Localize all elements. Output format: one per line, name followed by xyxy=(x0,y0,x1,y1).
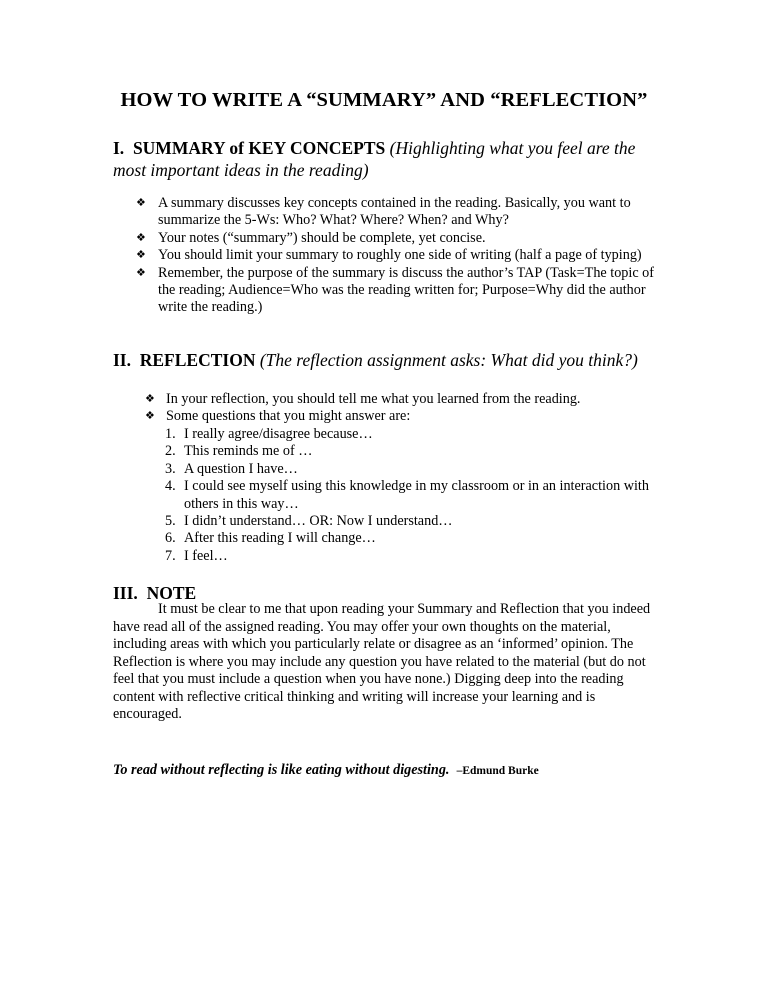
question-item: 5. I didn’t understand… OR: Now I understand… xyxy=(165,513,453,530)
quote-text: To read without reflecting is like eating without digesting. xyxy=(113,762,450,778)
list-item: ❖ Remember, the purpose of the summary is discuss the author’s TAP (Task=The topic of the reading; Audience=Who was the reading written for; Purpose=Why did the author write the reading.) xyxy=(136,264,654,316)
list-item: ❖ In your reflection, you should tell me what you learned from the reading. xyxy=(145,391,581,407)
list-item: ❖ Your notes (“summary”) should be complete, yet concise. xyxy=(136,229,486,246)
list-item: ❖ Some questions that you might answer are: xyxy=(145,408,411,425)
section-label: NOTE xyxy=(146,583,197,603)
reflection-bullet-list xyxy=(145,391,661,426)
question-item: 4. I could see myself using this knowledge in my classroom or in an interaction with others in this way… xyxy=(165,478,649,512)
reflection-question-list xyxy=(165,426,660,565)
section-number: I. xyxy=(113,138,125,158)
section-summary-heading xyxy=(113,137,653,181)
summary-bullet-list xyxy=(136,195,658,317)
section-subtitle: (The reflection assignment asks: What did you think?) xyxy=(259,350,638,370)
section-subtitle: (Highlighting what you feel are the most important ideas in the reading) xyxy=(113,138,636,180)
question-item: 1. I really agree/disagree because… xyxy=(165,426,373,442)
section-label: SUMMARY of KEY CONCEPTS xyxy=(132,138,386,158)
question-item: 3. A question I have… xyxy=(165,460,298,477)
closing-quote xyxy=(113,762,539,779)
diamond-bullet-icon: ❖ xyxy=(136,266,146,279)
question-item: 2. This reminds me of … xyxy=(165,443,313,460)
diamond-bullet-icon: ❖ xyxy=(136,249,146,262)
section-label: REFLECTION xyxy=(139,350,256,370)
section-number: II. xyxy=(113,350,131,370)
quote-author: –Edmund Burke xyxy=(456,765,539,777)
section-number: III. xyxy=(113,583,138,603)
question-item: 7. I feel… xyxy=(165,547,228,564)
diamond-bullet-icon: ❖ xyxy=(136,197,146,209)
diamond-bullet-icon: ❖ xyxy=(136,231,146,244)
section-reflection-heading xyxy=(113,349,653,371)
diamond-bullet-icon: ❖ xyxy=(145,393,155,405)
diamond-bullet-icon: ❖ xyxy=(145,410,155,423)
question-item: 6. After this reading I will change… xyxy=(165,530,376,547)
list-item: ❖ A summary discusses key concepts contained in the reading. Basically, you want to summarize the 5-Ws: Who? What? Where? When? and Why? xyxy=(136,195,631,229)
list-item: ❖ You should limit your summary to roughly one side of writing (half a page of typing) xyxy=(136,247,642,264)
note-paragraph: It must be clear to me that upon reading your Summary and Reflection that you indeed have read all of the assigned reading. You may offer your own thoughts on the material, including areas with which you particularly relate or disagree as an ‘informed’ opinion. The Reflection is where you may include any question you have related to the material (but do not feel that you must include a question when you have none.) Digging deep into the reading content with reflective critical thinking and writing will increase your learning and is encouraged. xyxy=(113,601,651,722)
document-title: HOW TO WRITE A “SUMMARY” AND “REFLECTION” xyxy=(120,89,648,111)
